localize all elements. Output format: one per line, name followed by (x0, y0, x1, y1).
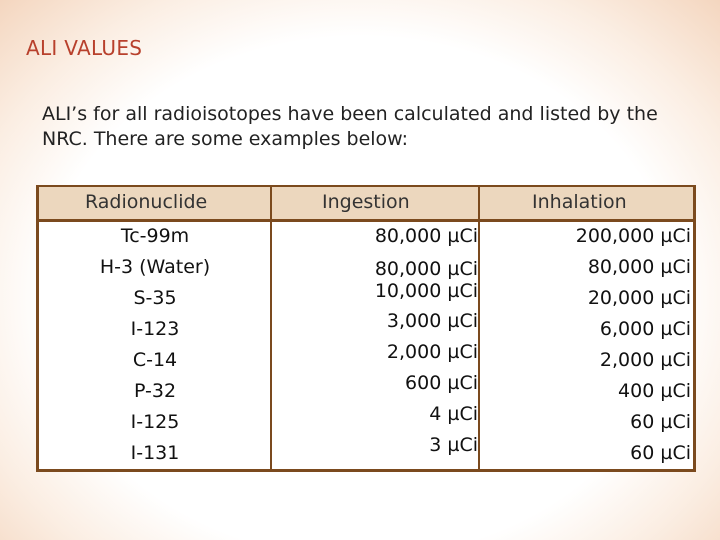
ingestion-cell: 4 µCi (429, 403, 478, 425)
radionuclide-cell: C-14 (132, 349, 178, 371)
inhalation-cell: 400 µCi (618, 380, 691, 402)
ali-table (36, 185, 696, 472)
ingestion-cell: 10,000 µCi (374, 280, 478, 302)
radionuclide-column (39, 221, 271, 469)
radionuclide-cell: P-32 (133, 380, 177, 402)
ingestion-cell: 80,000 µCi (374, 225, 478, 247)
inhalation-cell: 200,000 µCi (575, 225, 691, 247)
inhalation-cell: 20,000 µCi (587, 287, 691, 309)
ingestion-cell: 3 µCi (429, 434, 478, 456)
ingestion-cell: 600 µCi (405, 372, 478, 394)
radionuclide-cell: S-35 (133, 287, 177, 309)
header-radionuclide: Radionuclide (85, 191, 208, 213)
ingestion-cell: 2,000 µCi (386, 341, 478, 363)
radionuclide-cell: I-123 (130, 318, 180, 340)
inhalation-column (481, 221, 691, 469)
column-divider-2 (478, 187, 480, 469)
radionuclide-cell: Tc-99m (120, 225, 190, 247)
slide-title: ALI VALUES (26, 36, 143, 60)
inhalation-cell: 80,000 µCi (587, 256, 691, 278)
inhalation-cell: 2,000 µCi (599, 349, 691, 371)
intro-text: ALI’s for all radioisotopes have been calculated and listed by the NRC. There are some examples below: (42, 103, 658, 150)
ingestion-cell: 3,000 µCi (386, 310, 478, 332)
ingestion-cell: 80,000 µCi (374, 258, 478, 280)
inhalation-cell: 60 µCi (630, 442, 691, 464)
table-header-row (39, 187, 693, 222)
radionuclide-cell: H-3 (Water) (99, 256, 211, 278)
inhalation-cell: 60 µCi (630, 411, 691, 433)
radionuclide-cell: I-131 (130, 442, 180, 464)
header-inhalation: Inhalation (532, 191, 627, 213)
header-ingestion: Ingestion (322, 191, 410, 213)
inhalation-cell: 6,000 µCi (599, 318, 691, 340)
radionuclide-cell: I-125 (130, 411, 180, 433)
ingestion-column (273, 221, 478, 461)
